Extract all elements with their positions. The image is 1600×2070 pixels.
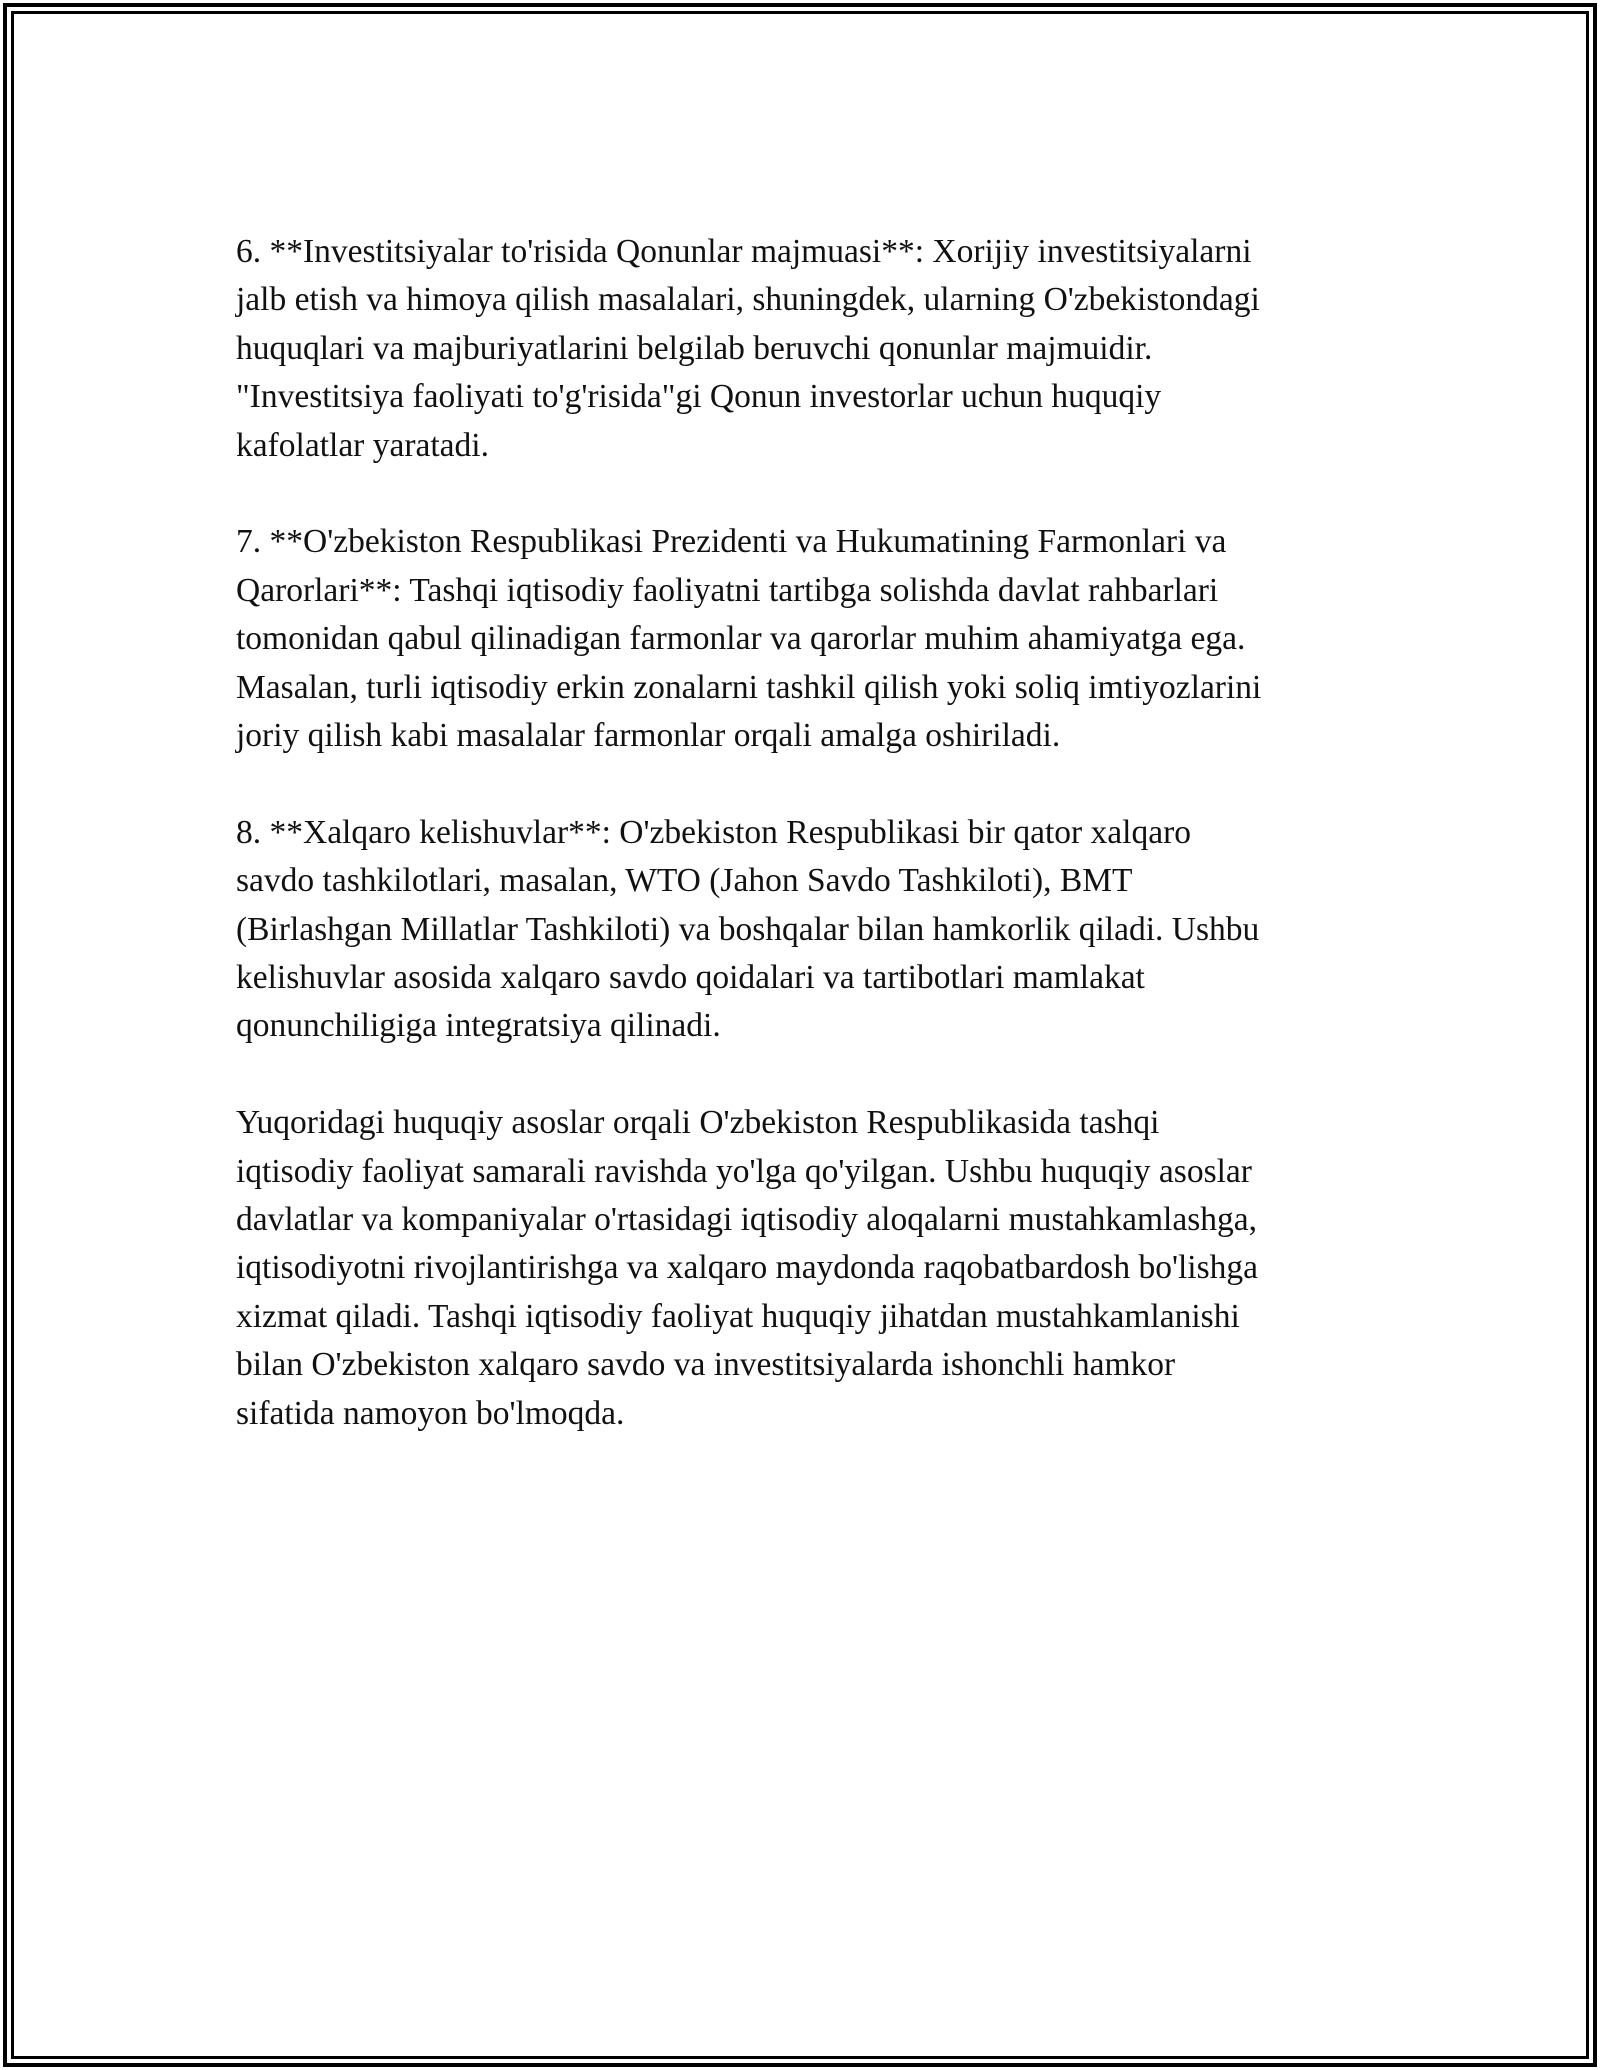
- paragraph-presidential-decrees: [236, 518, 1386, 760]
- paragraph-investment-laws: [236, 228, 1386, 470]
- text-line: savdo tashkilotlari, masalan, WTO (Jahon Savdo Tashkiloti), BMT: [236, 862, 1133, 900]
- paragraph-conclusion: [236, 1099, 1386, 1438]
- text-line: jalb etish va himoya qilish masalalari, shuningdek, ularning O'zbekistondagi: [236, 281, 1260, 319]
- paragraph-international-agreements: [236, 809, 1386, 1051]
- text-line: huquqlari va majburiyatlarini belgilab beruvchi qonunlar majmuidir.: [236, 329, 1153, 367]
- text-line: qonunchiligiga integratsiya qilinadi.: [236, 1007, 721, 1045]
- text-line: Yuqoridagi huquqiy asoslar orqali O'zbekiston Respublikasida tashqi: [236, 1104, 1160, 1142]
- text-line: Masalan, turli iqtisodiy erkin zonalarni tashkil qilish yoki soliq imtiyozlarini: [236, 668, 1262, 706]
- text-line: tomonidan qabul qilinadigan farmonlar va qarorlar muhim ahamiyatga ega.: [236, 620, 1246, 658]
- text-line: davlatlar va kompaniyalar o'rtasidagi iqtisodiy aloqalarni mustahkamlashga,: [236, 1201, 1257, 1239]
- text-line: xizmat qiladi. Tashqi iqtisodiy faoliyat huquqiy jihatdan mustahkamlanishi: [236, 1297, 1240, 1335]
- text-line: bilan O'zbekiston xalqaro savdo va investitsiyalarda ishonchli hamkor: [236, 1346, 1176, 1384]
- text-line: "Investitsiya faoliyati to'g'risida"gi Qonun investorlar uchun huquqiy: [236, 378, 1162, 416]
- text-line: joriy qilish kabi masalalar farmonlar orqali amalga oshiriladi.: [236, 717, 1061, 755]
- text-line: iqtisodiyotni rivojlantirishga va xalqaro maydonda raqobatbardosh bo'lishga: [236, 1249, 1258, 1287]
- text-line: iqtisodiy faoliyat samarali ravishda yo'lga qo'yilgan. Ushbu huquqiy asoslar: [236, 1152, 1252, 1190]
- text-line: kafolatlar yaratadi.: [236, 426, 489, 464]
- text-line: 8. **Xalqaro kelishuvlar**: O'zbekiston Respublikasi bir qator xalqaro: [236, 813, 1191, 851]
- text-line: Qarorlari**: Tashqi iqtisodiy faoliyatni tartibga solishda davlat rahbarlari: [236, 571, 1219, 609]
- text-line: sifatida namoyon bo'lmoqda.: [236, 1394, 625, 1432]
- text-line: 7. **O'zbekiston Respublikasi Prezidenti va Hukumatining Farmonlari va: [236, 523, 1227, 561]
- text-line: (Birlashgan Millatlar Tashkiloti) va boshqalar bilan hamkorlik qiladi. Ushbu: [236, 910, 1260, 948]
- text-line: 6. **Investitsiyalar to'risida Qonunlar majmuasi**: Xorijiy investitsiyalarni: [236, 233, 1252, 270]
- text-line: kelishuvlar asosida xalqaro savdo qoidalari va tartibotlari mamlakat: [236, 959, 1145, 997]
- document-body: [236, 228, 1386, 1487]
